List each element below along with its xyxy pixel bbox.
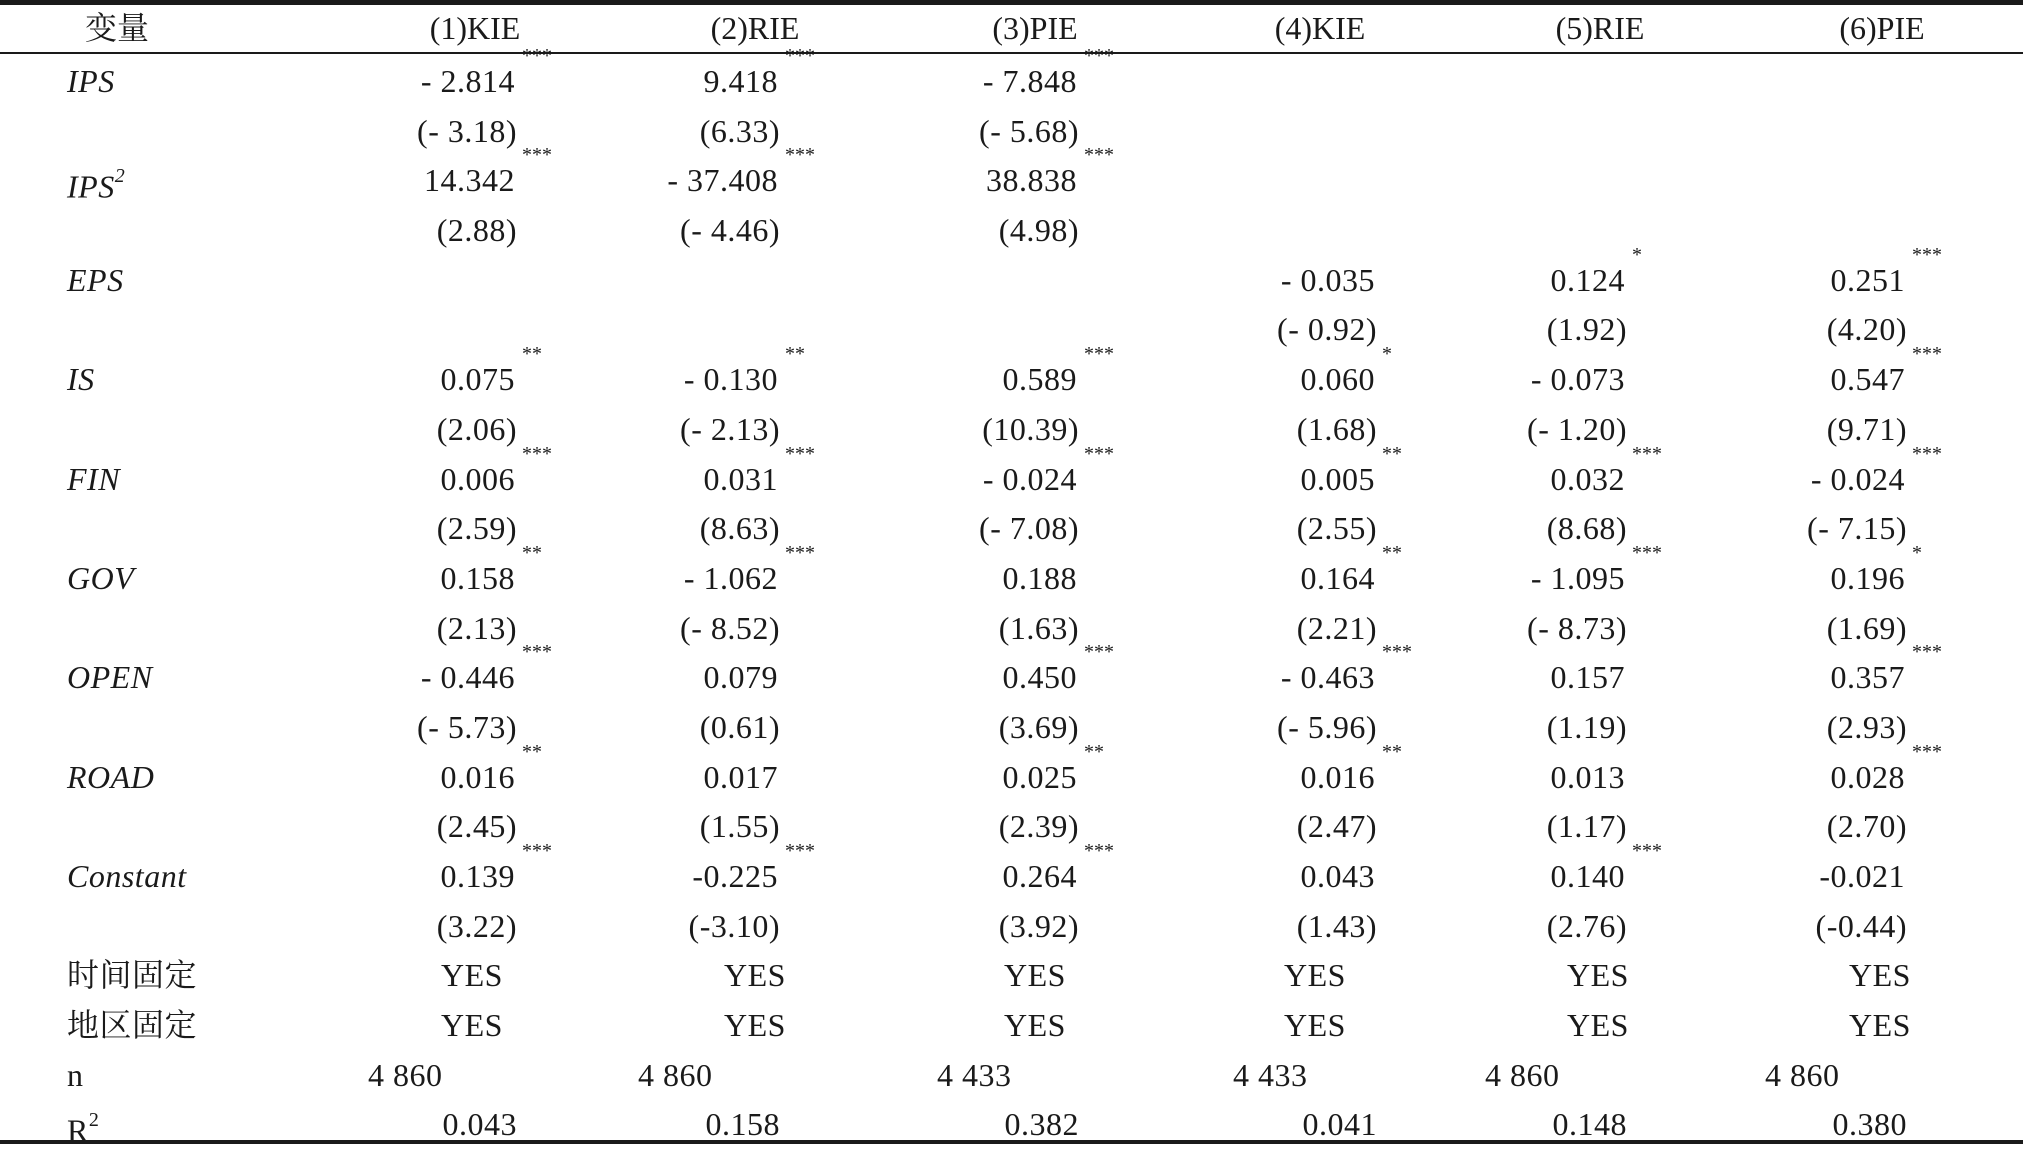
observations-value: 4 433	[937, 1056, 1012, 1093]
t-statistic: (4.20)	[1826, 311, 1907, 348]
row-label-text: IPS	[67, 169, 115, 206]
coefficient-value: - 2.814	[420, 63, 515, 99]
row-label-text: IPS	[67, 63, 115, 99]
coefficient-cell	[0, 355, 1905, 405]
significance-stars: ***	[1912, 442, 1942, 465]
row-label-text: n	[67, 1056, 84, 1093]
coefficient-value: 38.838	[986, 162, 1077, 199]
coefficient-value: 0.124	[1550, 261, 1625, 298]
significance-stars: ***	[1632, 541, 1662, 564]
significance-stars: ***	[522, 144, 552, 167]
coefficient-row	[0, 45, 2023, 107]
coefficient-value: 0.031	[703, 460, 778, 497]
significance-stars: ***	[1912, 740, 1942, 763]
r-squared-row	[0, 1100, 2023, 1150]
coefficient-value: - 37.408	[667, 162, 778, 199]
significance-stars: ***	[1912, 343, 1942, 366]
significance-stars: **	[785, 343, 805, 366]
t-statistic: 0.043	[442, 1106, 517, 1143]
coefficient-value: 0.016	[1300, 758, 1375, 795]
coefficient-value: 0.017	[703, 758, 778, 795]
t-statistic: (2.39)	[998, 808, 1079, 845]
fixed-effect-value: YES	[724, 957, 786, 994]
row-label-text: FIN	[67, 460, 121, 497]
row-label-text: OPEN	[67, 659, 153, 696]
t-statistic: (3.22)	[436, 907, 517, 944]
coefficient-value: - 0.024	[1810, 460, 1905, 497]
coefficient-value: 0.060	[1300, 361, 1375, 398]
t-statistic: (10.39)	[982, 410, 1079, 447]
significance-stars: ***	[1084, 343, 1114, 366]
coefficient-value: 0.075	[440, 361, 515, 398]
t-statistic: (2.76)	[1546, 907, 1627, 944]
significance-stars: ***	[1382, 641, 1412, 664]
observations-row	[0, 1051, 2023, 1101]
column-header-5: (5)RIE	[1555, 10, 1645, 46]
t-statistic: (- 8.73)	[1527, 609, 1627, 646]
coefficient-row	[0, 740, 2023, 803]
coefficient-value: 0.028	[1830, 758, 1905, 795]
row-label-text: GOV	[67, 559, 135, 596]
row-label-text: Constant	[67, 858, 187, 894]
coefficient-row	[0, 243, 2023, 306]
coefficient-value: 0.589	[1002, 361, 1077, 398]
significance-stars: **	[522, 343, 542, 366]
coefficient-cell	[0, 256, 1905, 306]
coefficient-value: - 1.062	[683, 559, 778, 596]
t-statistic: (- 0.92)	[1277, 311, 1377, 348]
significance-stars: *	[1912, 541, 1922, 564]
table-body	[0, 45, 2023, 1150]
row-label	[67, 951, 197, 1001]
coefficient-row	[0, 641, 2023, 703]
t-statistic: (2.55)	[1296, 510, 1377, 547]
top-rule	[0, 0, 2023, 5]
fixed-effect-value: YES	[724, 1007, 786, 1044]
significance-stars: ***	[1912, 243, 1942, 266]
coefficient-value: 0.450	[1002, 659, 1077, 696]
fixed-effect-value: YES	[1004, 957, 1066, 994]
fixed-effect-value: YES	[1567, 1007, 1629, 1044]
coefficient-value: 0.196	[1830, 559, 1905, 596]
t-statistic: (- 5.96)	[1277, 708, 1377, 745]
t-statistic: (8.63)	[699, 510, 780, 547]
t-statistic: 0.380	[1832, 1106, 1907, 1143]
significance-stars: *	[1632, 243, 1642, 266]
significance-stars: ***	[1084, 641, 1114, 664]
significance-stars: ***	[785, 840, 815, 862]
fixed-effect-value: YES	[1284, 1007, 1346, 1044]
t-statistic-row	[0, 305, 2023, 355]
coefficient-cell	[0, 554, 1905, 604]
coefficient-value: 0.188	[1002, 559, 1077, 596]
observations-value: 4 433	[1233, 1056, 1308, 1093]
t-statistic: 0.382	[1004, 1106, 1079, 1143]
coefficient-value: - 0.463	[1280, 659, 1375, 696]
coefficient-value: 0.079	[703, 659, 778, 696]
significance-stars: ***	[1632, 840, 1662, 862]
coefficient-cell	[0, 653, 1905, 703]
t-statistic: (9.71)	[1826, 410, 1907, 447]
observations-value: 4 860	[1765, 1056, 1840, 1093]
t-statistic-row	[0, 107, 2023, 157]
coefficient-row	[0, 343, 2023, 405]
significance-stars: ***	[785, 144, 815, 167]
fixed-effect-value: YES	[1567, 957, 1629, 994]
t-statistic: (1.55)	[699, 808, 780, 845]
fixed-effect-value: YES	[1849, 1007, 1911, 1044]
column-header-4: (4)KIE	[1274, 10, 1366, 46]
t-statistic: (1.68)	[1296, 410, 1377, 447]
significance-stars: ***	[522, 641, 552, 664]
fixed-effect-value: YES	[1004, 1007, 1066, 1044]
t-statistic: (1.63)	[998, 609, 1079, 646]
row-label-text: EPS	[67, 261, 124, 298]
t-statistic: (2.13)	[436, 609, 517, 646]
t-statistic: (8.68)	[1546, 510, 1627, 547]
fixed-effect-value: YES	[441, 1007, 503, 1044]
coefficient-value: 0.005	[1300, 460, 1375, 497]
row-label	[67, 1001, 197, 1051]
coefficient-value: 0.013	[1550, 758, 1625, 795]
significance-stars: ***	[1084, 442, 1114, 465]
row-label-text: 时间固定	[67, 957, 198, 994]
coefficient-cell	[0, 57, 1077, 107]
t-statistic-row	[0, 206, 2023, 256]
coefficient-cell	[0, 156, 1077, 206]
t-statistic: (0.61)	[699, 708, 780, 745]
coefficient-value: 0.264	[1002, 858, 1077, 894]
t-statistic-row	[0, 604, 2023, 654]
row-label-superscript: 2	[88, 1109, 100, 1132]
t-statistic: (- 2.13)	[680, 410, 780, 447]
significance-stars: ***	[785, 541, 815, 564]
t-statistic: (- 1.20)	[1527, 410, 1627, 447]
t-statistic: (-0.44)	[1815, 907, 1907, 944]
variable-header: 变量	[85, 10, 150, 46]
significance-stars: ***	[522, 840, 552, 862]
significance-stars: **	[522, 541, 542, 564]
t-statistic-row	[0, 802, 2023, 852]
observations-value: 4 860	[1485, 1056, 1560, 1093]
significance-stars: **	[1084, 740, 1104, 763]
coefficient-cell	[0, 852, 1905, 902]
significance-stars: **	[522, 740, 542, 763]
t-statistic: 0.148	[1552, 1106, 1627, 1143]
t-statistic: (-3.10)	[688, 907, 780, 944]
header-rule	[0, 52, 2023, 54]
significance-stars: ***	[1084, 45, 1114, 67]
fixed-effect-row	[0, 951, 2023, 1001]
t-statistic: (2.70)	[1826, 808, 1907, 845]
coefficient-value: 0.140	[1550, 858, 1625, 894]
significance-stars: **	[1382, 541, 1402, 564]
significance-stars: **	[1382, 740, 1402, 763]
coefficient-value: - 0.130	[683, 361, 778, 398]
coefficient-value: - 0.024	[982, 460, 1077, 497]
coefficient-row	[0, 144, 2023, 206]
t-statistic: (- 4.46)	[680, 212, 780, 249]
t-statistic: (3.92)	[998, 907, 1079, 944]
t-statistic: (- 7.15)	[1807, 510, 1907, 547]
column-header-6: (6)PIE	[1839, 10, 1925, 46]
t-statistic: (1.92)	[1546, 311, 1627, 348]
t-statistic-row	[0, 405, 2023, 455]
coefficient-cell	[0, 753, 1905, 803]
t-statistic: (1.43)	[1296, 907, 1377, 944]
coefficient-row	[0, 840, 2023, 902]
t-statistic: (4.98)	[998, 212, 1079, 249]
row-label-text: R	[67, 1113, 89, 1150]
t-statistic-row	[0, 504, 2023, 554]
row-label-superscript: 2	[114, 165, 126, 188]
coefficient-value: 14.342	[424, 162, 515, 199]
observations-value: 4 860	[368, 1056, 443, 1093]
t-statistic: (3.69)	[998, 708, 1079, 745]
t-statistic: (1.17)	[1546, 808, 1627, 845]
coefficient-value: 0.043	[1300, 858, 1375, 894]
coefficient-value: - 1.095	[1530, 559, 1625, 596]
t-statistic: (- 5.68)	[979, 112, 1079, 149]
t-statistic: (2.45)	[436, 808, 517, 845]
coefficient-value: 9.418	[703, 63, 778, 99]
coefficient-value: 0.032	[1550, 460, 1625, 497]
coefficient-value: -0.021	[1819, 858, 1905, 894]
significance-stars: ***	[1912, 641, 1942, 664]
coefficient-value: 0.157	[1550, 659, 1625, 696]
coefficient-value: 0.357	[1830, 659, 1905, 696]
fixed-effect-row	[0, 1001, 2023, 1051]
row-label-text: 地区固定	[67, 1007, 198, 1044]
significance-stars: ***	[1084, 840, 1114, 862]
coefficient-value: 0.016	[440, 758, 515, 795]
significance-stars: ***	[785, 45, 815, 67]
observations-value: 4 860	[638, 1056, 713, 1093]
t-statistic: (2.06)	[436, 410, 517, 447]
significance-stars: ***	[522, 45, 552, 67]
t-statistic-row	[0, 703, 2023, 753]
t-statistic: (2.88)	[436, 212, 517, 249]
t-statistic: (1.19)	[1546, 708, 1627, 745]
significance-stars: ***	[1632, 442, 1662, 465]
significance-stars: **	[1382, 442, 1402, 465]
t-statistic: (2.59)	[436, 510, 517, 547]
fixed-effect-value: YES	[1849, 957, 1911, 994]
coefficient-value: - 0.073	[1530, 361, 1625, 398]
coefficient-value: - 0.446	[420, 659, 515, 696]
coefficient-row	[0, 541, 2023, 604]
column-header-2: (2)RIE	[710, 10, 800, 46]
t-statistic: (2.21)	[1296, 609, 1377, 646]
row-label-text: ROAD	[67, 758, 155, 795]
t-statistic: (- 3.18)	[417, 112, 517, 149]
coefficient-row	[0, 442, 2023, 505]
fixed-effect-value: YES	[441, 957, 503, 994]
t-statistic: (- 7.08)	[979, 510, 1079, 547]
significance-stars: ***	[785, 442, 815, 465]
significance-stars: ***	[1084, 144, 1114, 167]
significance-stars: *	[1382, 343, 1392, 366]
coefficient-value: 0.251	[1830, 261, 1905, 298]
t-statistic: (- 5.73)	[417, 708, 517, 745]
coefficient-value: - 7.848	[982, 63, 1077, 99]
column-header-3: (3)PIE	[992, 10, 1078, 46]
t-statistic: (2.93)	[1826, 708, 1907, 745]
t-statistic: (- 8.52)	[680, 609, 780, 646]
t-statistic: (1.69)	[1826, 609, 1907, 646]
coefficient-value: -0.225	[692, 858, 778, 894]
coefficient-value: 0.139	[440, 858, 515, 894]
significance-stars: ***	[522, 442, 552, 465]
coefficient-value: 0.158	[440, 559, 515, 596]
coefficient-value: 0.164	[1300, 559, 1375, 596]
row-label-text: IS	[67, 361, 95, 398]
fixed-effect-value: YES	[1284, 957, 1346, 994]
t-statistic: (6.33)	[699, 112, 780, 149]
coefficient-value: - 0.035	[1280, 261, 1375, 298]
t-statistic: (2.47)	[1296, 808, 1377, 845]
t-statistic-row	[0, 902, 2023, 952]
column-header-1: (1)KIE	[429, 10, 521, 46]
coefficient-cell	[0, 455, 1905, 505]
coefficient-value: 0.006	[440, 460, 515, 497]
coefficient-value: 0.025	[1002, 758, 1077, 795]
t-statistic: 0.041	[1302, 1106, 1377, 1143]
t-statistic: 0.158	[705, 1106, 780, 1143]
coefficient-value: 0.547	[1830, 361, 1905, 398]
row-label	[67, 1051, 84, 1101]
